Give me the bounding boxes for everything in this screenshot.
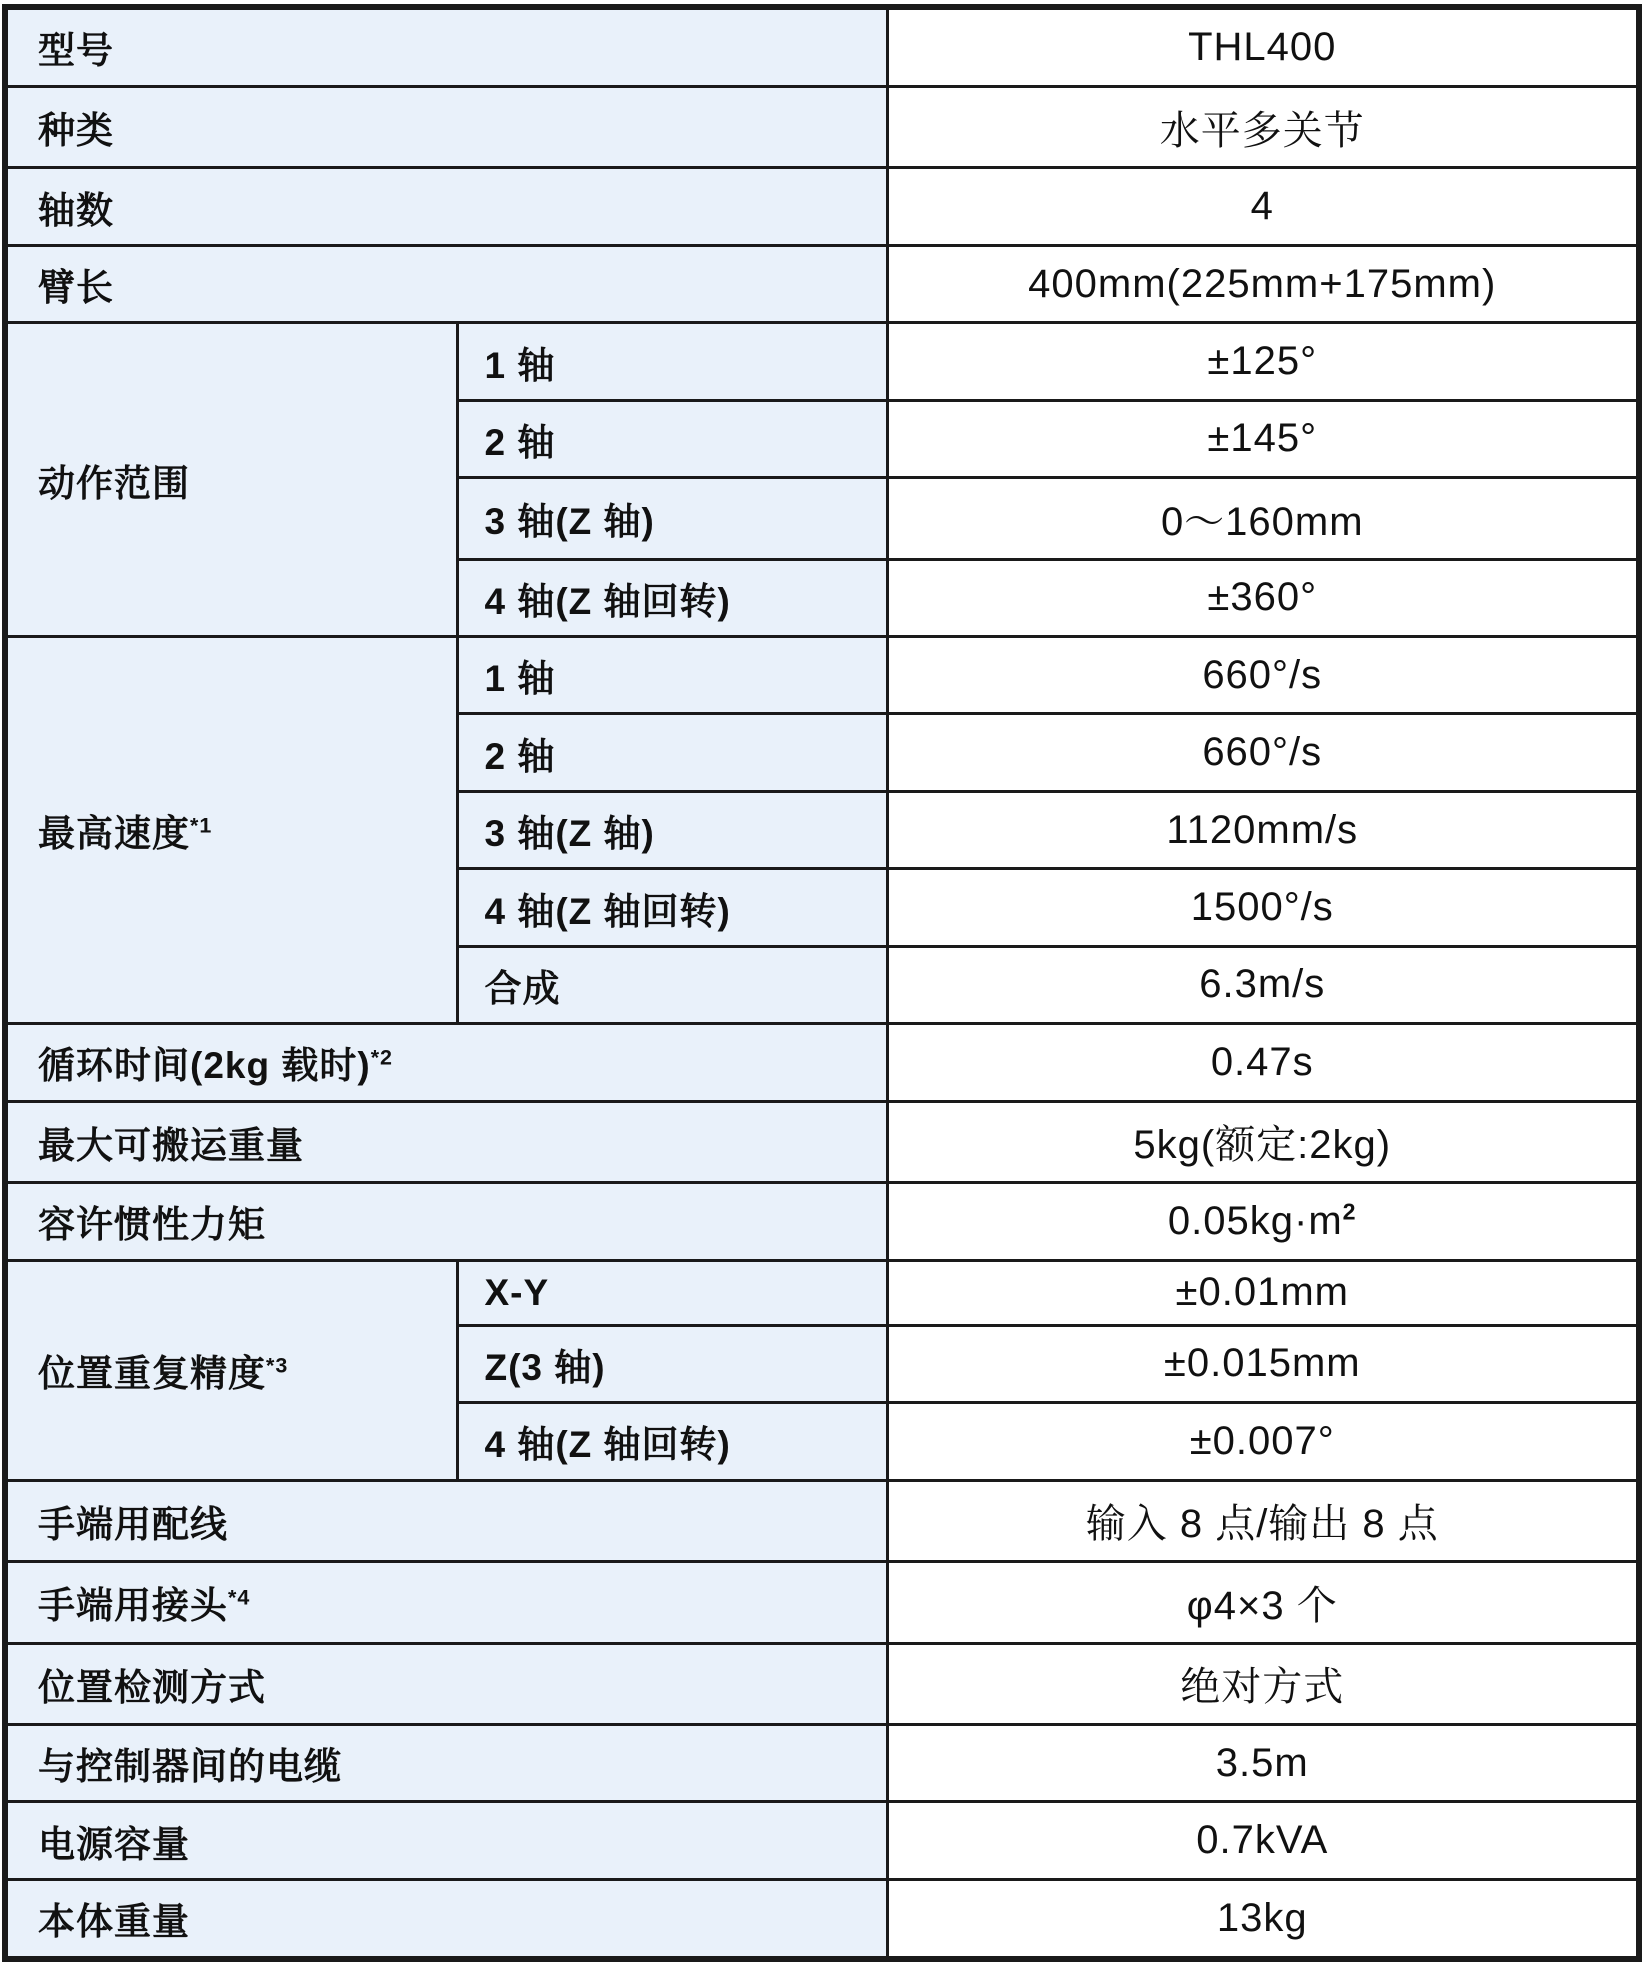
spec-label-hand-wiring: 手端用配线 — [5, 1480, 887, 1562]
spec-label-type: 种类 — [5, 86, 887, 168]
spec-value-range-axis4: ±360° — [887, 559, 1639, 636]
table-row — [5, 86, 1639, 168]
table-row — [5, 1480, 1639, 1562]
table-row — [5, 1260, 1639, 1325]
spec-label-body-weight: 本体重量 — [5, 1879, 887, 1959]
spec-sub-axis1: 1 轴 — [457, 637, 887, 714]
spec-value-allowable-inertia: $0.05kg\cdot m^2$ — [887, 1183, 1639, 1260]
spec-value-hand-wiring: 输入 8 点/输出 8 点 — [887, 1480, 1639, 1562]
spec-sub-axis2: 2 轴 — [457, 714, 887, 791]
spec-sub-axis3: 3 轴(Z 轴) — [457, 478, 887, 560]
table-row — [5, 1879, 1639, 1959]
table-row — [5, 7, 1639, 86]
spec-sub-axis1: 1 轴 — [457, 323, 887, 400]
table-row — [5, 1643, 1639, 1725]
spec-value-repeat-axis4: ±0.007° — [887, 1403, 1639, 1480]
table-row — [5, 1802, 1639, 1879]
table-row — [5, 1725, 1639, 1802]
spec-value-power-capacity: 0.7kVA — [887, 1802, 1639, 1879]
table-row — [5, 1183, 1639, 1260]
table-row — [5, 323, 1639, 400]
spec-label-position-detection: 位置检测方式 — [5, 1643, 887, 1725]
footnote-mark-2: *2 — [370, 1046, 393, 1071]
robot-spec-table — [2, 4, 1642, 1962]
spec-value-cycle-time: 0.47s — [887, 1024, 1639, 1101]
spec-value-range-axis2: ±145° — [887, 400, 1639, 477]
spec-sub-axis4: 4 轴(Z 轴回转) — [457, 869, 887, 946]
spec-label-axes-count: 轴数 — [5, 168, 887, 245]
spec-value-speed-axis2: 660°/s — [887, 714, 1639, 791]
spec-sub-axis4: 4 轴(Z 轴回转) — [457, 1403, 887, 1480]
spec-value-repeat-z: ±0.015mm — [887, 1325, 1639, 1402]
spec-value-axes-count: 4 — [887, 168, 1639, 245]
spec-group-motion-range: 动作范围 — [5, 323, 457, 637]
spec-value-range-axis1: ±125° — [887, 323, 1639, 400]
spec-value-speed-composite: 6.3m/s — [887, 946, 1639, 1023]
spec-value-body-weight: 13kg — [887, 1879, 1639, 1959]
spec-label-controller-cable: 与控制器间的电缆 — [5, 1725, 887, 1802]
spec-value-range-axis3: 0～160mm — [887, 478, 1639, 560]
table-row — [5, 245, 1639, 322]
spec-label-allowable-inertia: 容许惯性力矩 — [5, 1183, 887, 1260]
spec-value-arm-length: 400mm(225mm+175mm) — [887, 245, 1639, 322]
superscript-2: 2 — [1342, 1198, 1357, 1225]
spec-label-max-payload: 最大可搬运重量 — [5, 1101, 887, 1183]
spec-group-max-speed: 最高速度$^{*1}$ — [5, 637, 457, 1024]
spec-label-model: 型号 — [5, 7, 887, 86]
spec-value-max-payload: 5kg(额定:2kg) — [887, 1101, 1639, 1183]
footnote-mark-4: *4 — [228, 1585, 251, 1610]
spec-sub-xy: X-Y — [457, 1260, 887, 1325]
table-row — [5, 168, 1639, 245]
spec-sub-axis3: 3 轴(Z 轴) — [457, 791, 887, 868]
table-row — [5, 1024, 1639, 1101]
spec-value-repeat-xy: ±0.01mm — [887, 1260, 1639, 1325]
spec-label-power-capacity: 电源容量 — [5, 1802, 887, 1879]
spec-value-speed-axis1: 660°/s — [887, 637, 1639, 714]
spec-sub-axis2: 2 轴 — [457, 400, 887, 477]
table-row — [5, 1101, 1639, 1183]
spec-value-position-detection: 绝对方式 — [887, 1643, 1639, 1725]
footnote-mark-3: *3 — [266, 1353, 289, 1378]
spec-sub-composite: 合成 — [457, 946, 887, 1023]
spec-label-arm-length: 臂长 — [5, 245, 887, 322]
spec-label-hand-coupling: 手端用接头$^{*4}$ — [5, 1562, 887, 1644]
spec-value-speed-axis3: 1120mm/s — [887, 791, 1639, 868]
spec-value-controller-cable: 3.5m — [887, 1725, 1639, 1802]
table-row — [5, 637, 1639, 714]
spec-label-cycle-time: 循环时间(2kg 载时)$^{*2}$ — [5, 1024, 887, 1101]
footnote-mark-1: *1 — [190, 813, 213, 838]
spec-sub-z: Z(3 轴) — [457, 1325, 887, 1402]
table-row — [5, 1562, 1639, 1644]
spec-sub-axis4: 4 轴(Z 轴回转) — [457, 559, 887, 636]
spec-value-model: THL400 — [887, 7, 1639, 86]
spec-value-speed-axis4: 1500°/s — [887, 869, 1639, 946]
spec-value-hand-coupling: φ4×3 个 — [887, 1562, 1639, 1644]
spec-value-type: 水平多关节 — [887, 86, 1639, 168]
spec-group-repeatability: 位置重复精度$^{*3}$ — [5, 1260, 457, 1480]
